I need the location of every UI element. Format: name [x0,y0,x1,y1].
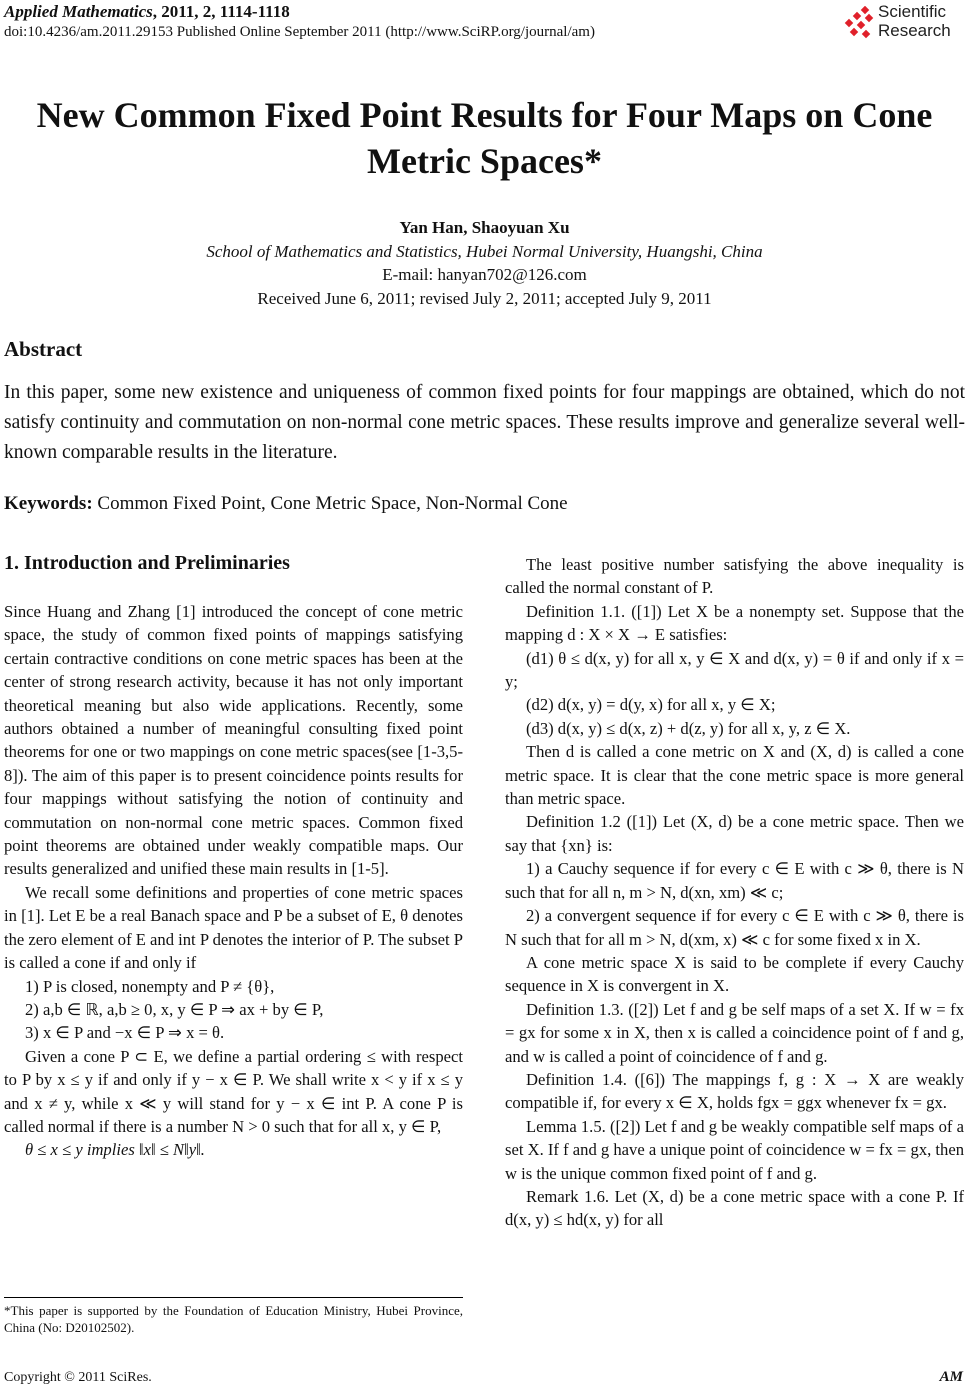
keywords-label: Keywords: [4,493,93,514]
list-item: (d2) d(x, y) = d(y, x) for all x, y ∈ X; [526,695,776,715]
paragraph: The least positive number satisfying the above inequality is called the normal constant of P. [505,555,964,598]
list-item: (d1) θ ≤ d(x, y) for all x, y ∈ X and d(x, y) = θ if and only if x = y; [505,648,964,692]
definition: Definition 1.1. ([1]) Let X be a nonempty set. Suppose that the mapping d : X × X → E satisfies: [505,601,964,645]
definition: Definition 1.4. ([6]) The mappings f, g : X → X are weakly compatible if, for every x ∈ X, holds fgx = ggx whenever fx = gx. [505,1069,964,1113]
right-column [505,553,964,1232]
affiliation: School of Mathematics and Statistics, Hubei Normal University, Huangshi, China [206,242,763,261]
journal-citation [4,2,290,22]
keywords-text: Common Fixed Point, Cone Metric Space, Non-Normal Cone [97,493,568,514]
abstract-text: In this paper, some new existence and uniqueness of common fixed points for four mappings are obtained, which do not satisfy continuity and commutation on non-normal cone metric spaces. These results improve and generalize several well-known comparable results in the literature. [4,382,965,463]
paragraph: We recall some definitions and properties of cone metric spaces in [1]. Let E be a real Banach space and P be a subset of E, θ denotes the zero element of E and int P denotes the interior of P. The subset P is called a cone if and only if [4,882,463,973]
doi-line: doi:10.4236/am.2011.29153 Published Online September 2011 (http://www.SciRP.org/journal/am) [4,24,595,40]
journal-abbr: AM [939,1369,963,1385]
paper-title: New Common Fixed Point Results for Four Maps on Cone Metric Spaces* [36,95,933,181]
paragraph: Then d is called a cone metric on X and (X, d) is called a cone metric space. It is clear that the cone metric space is more general than metric space. [505,742,964,809]
authors: Yan Han, Shaoyuan Xu [399,218,570,237]
remark: Remark 1.6. Let (X, d) be a cone metric space with a cone P. If d(x, y) ≤ hd(x, y) for all [505,1186,964,1230]
copyright: Copyright © 2011 SciRes. [4,1370,152,1385]
paragraph: Given a cone P ⊂ E, we define a partial ordering ≤ with respect to P by x ≤ y if and only if y − x ∈ P. We shall write x < y if x ≤ y and x ≠ y, while x ≪ y will stand for y − x ∈ int P. A cone P is called normal if there is a number N > 0 such that for all x, y ∈ P, [4,1046,463,1136]
logo-text: Scientific Research [878,2,951,40]
list-item: 1) P is closed, nonempty and P ≠ {θ}, [25,976,275,996]
definition: Definition 1.3. ([2]) Let f and g be self maps of a set X. If w = fx = gx for some x in X, then x is called a coincidence point of f and g, and w is called a point of coincidence of f and g. [505,999,964,1066]
lemma: Lemma 1.5. ([2]) Let f and g be weakly compatible self maps of a set X. If f and g have a unique point of coincidence w = fx = gx, then w is the unique common fixed point of f and g. [505,1116,964,1183]
journal-name: Applied Mathematics [4,2,153,21]
paragraph: A cone metric space X is said to be complete if every Cauchy sequence in X is convergent in X. [505,952,964,996]
citation: , 2011, 2, 1114-1118 [152,2,290,21]
list-item: 2) a,b ∈ ℝ, a,b ≥ 0, x, y ∈ P ⇒ ax + by ∈ P, [25,999,324,1019]
email: E-mail: hanyan702@126.com [382,265,587,284]
list-item: 3) x ∈ P and −x ∈ P ⇒ x = θ. [25,1023,225,1043]
section-heading: 1. Introduction and Preliminaries [4,552,290,574]
definition: Definition 1.2 ([1]) Let (X, d) be a cone metric space. Then we say that {xn} is: [505,812,964,855]
left-column [4,600,463,1162]
paragraph: Since Huang and Zhang [1] introduced the concept of cone metric space, the study of common fixed points of mappings satisfying certain contractive conditions on cone metric spaces has been at the center of strong research activity, because it has not only important theoretical meaning but also wide applications. Recently, some authors obtained a number of meaningful consulting fixed point theorems for one or two mappings on cone metric spaces(see [1-3,5-8]). The aim of this paper is to present coincidence points results for four mappings without satisfying the notion of continuity and commutation on non-normal cone metric spaces. Common fixed point theorems are obtained under weakly compatible maps. Our results generalized and unified these main results in [1-5]. [4,602,463,879]
list-item: (d3) d(x, y) ≤ d(x, z) + d(z, y) for all x, y, z ∈ X. [526,718,851,738]
footnote: *This paper is supported by the Foundation of Education Ministry, Hubei Province, China (No: D20102502). [4,1303,463,1335]
logo-diamonds-icon [842,6,876,40]
keywords [4,493,568,515]
received-dates: Received June 6, 2011; revised July 2, 2011; accepted July 9, 2011 [257,289,712,308]
footnote-divider [4,1297,463,1298]
list-item: 1) a Cauchy sequence if for every c ∈ E with c ≫ θ, there is N such that for all n, m > N, d(xn, xm) ≪ c; [505,859,964,902]
abstract-heading: Abstract [4,337,83,361]
publisher-logo [842,2,967,44]
equation: θ ≤ x ≤ y implies ‖x‖ ≤ N‖y‖. [25,1140,205,1160]
list-item: 2) a convergent sequence if for every c ∈ E with c ≫ θ, there is N such that for all m > N, d(xm, x) ≪ c for some fixed x in X. [505,906,964,949]
